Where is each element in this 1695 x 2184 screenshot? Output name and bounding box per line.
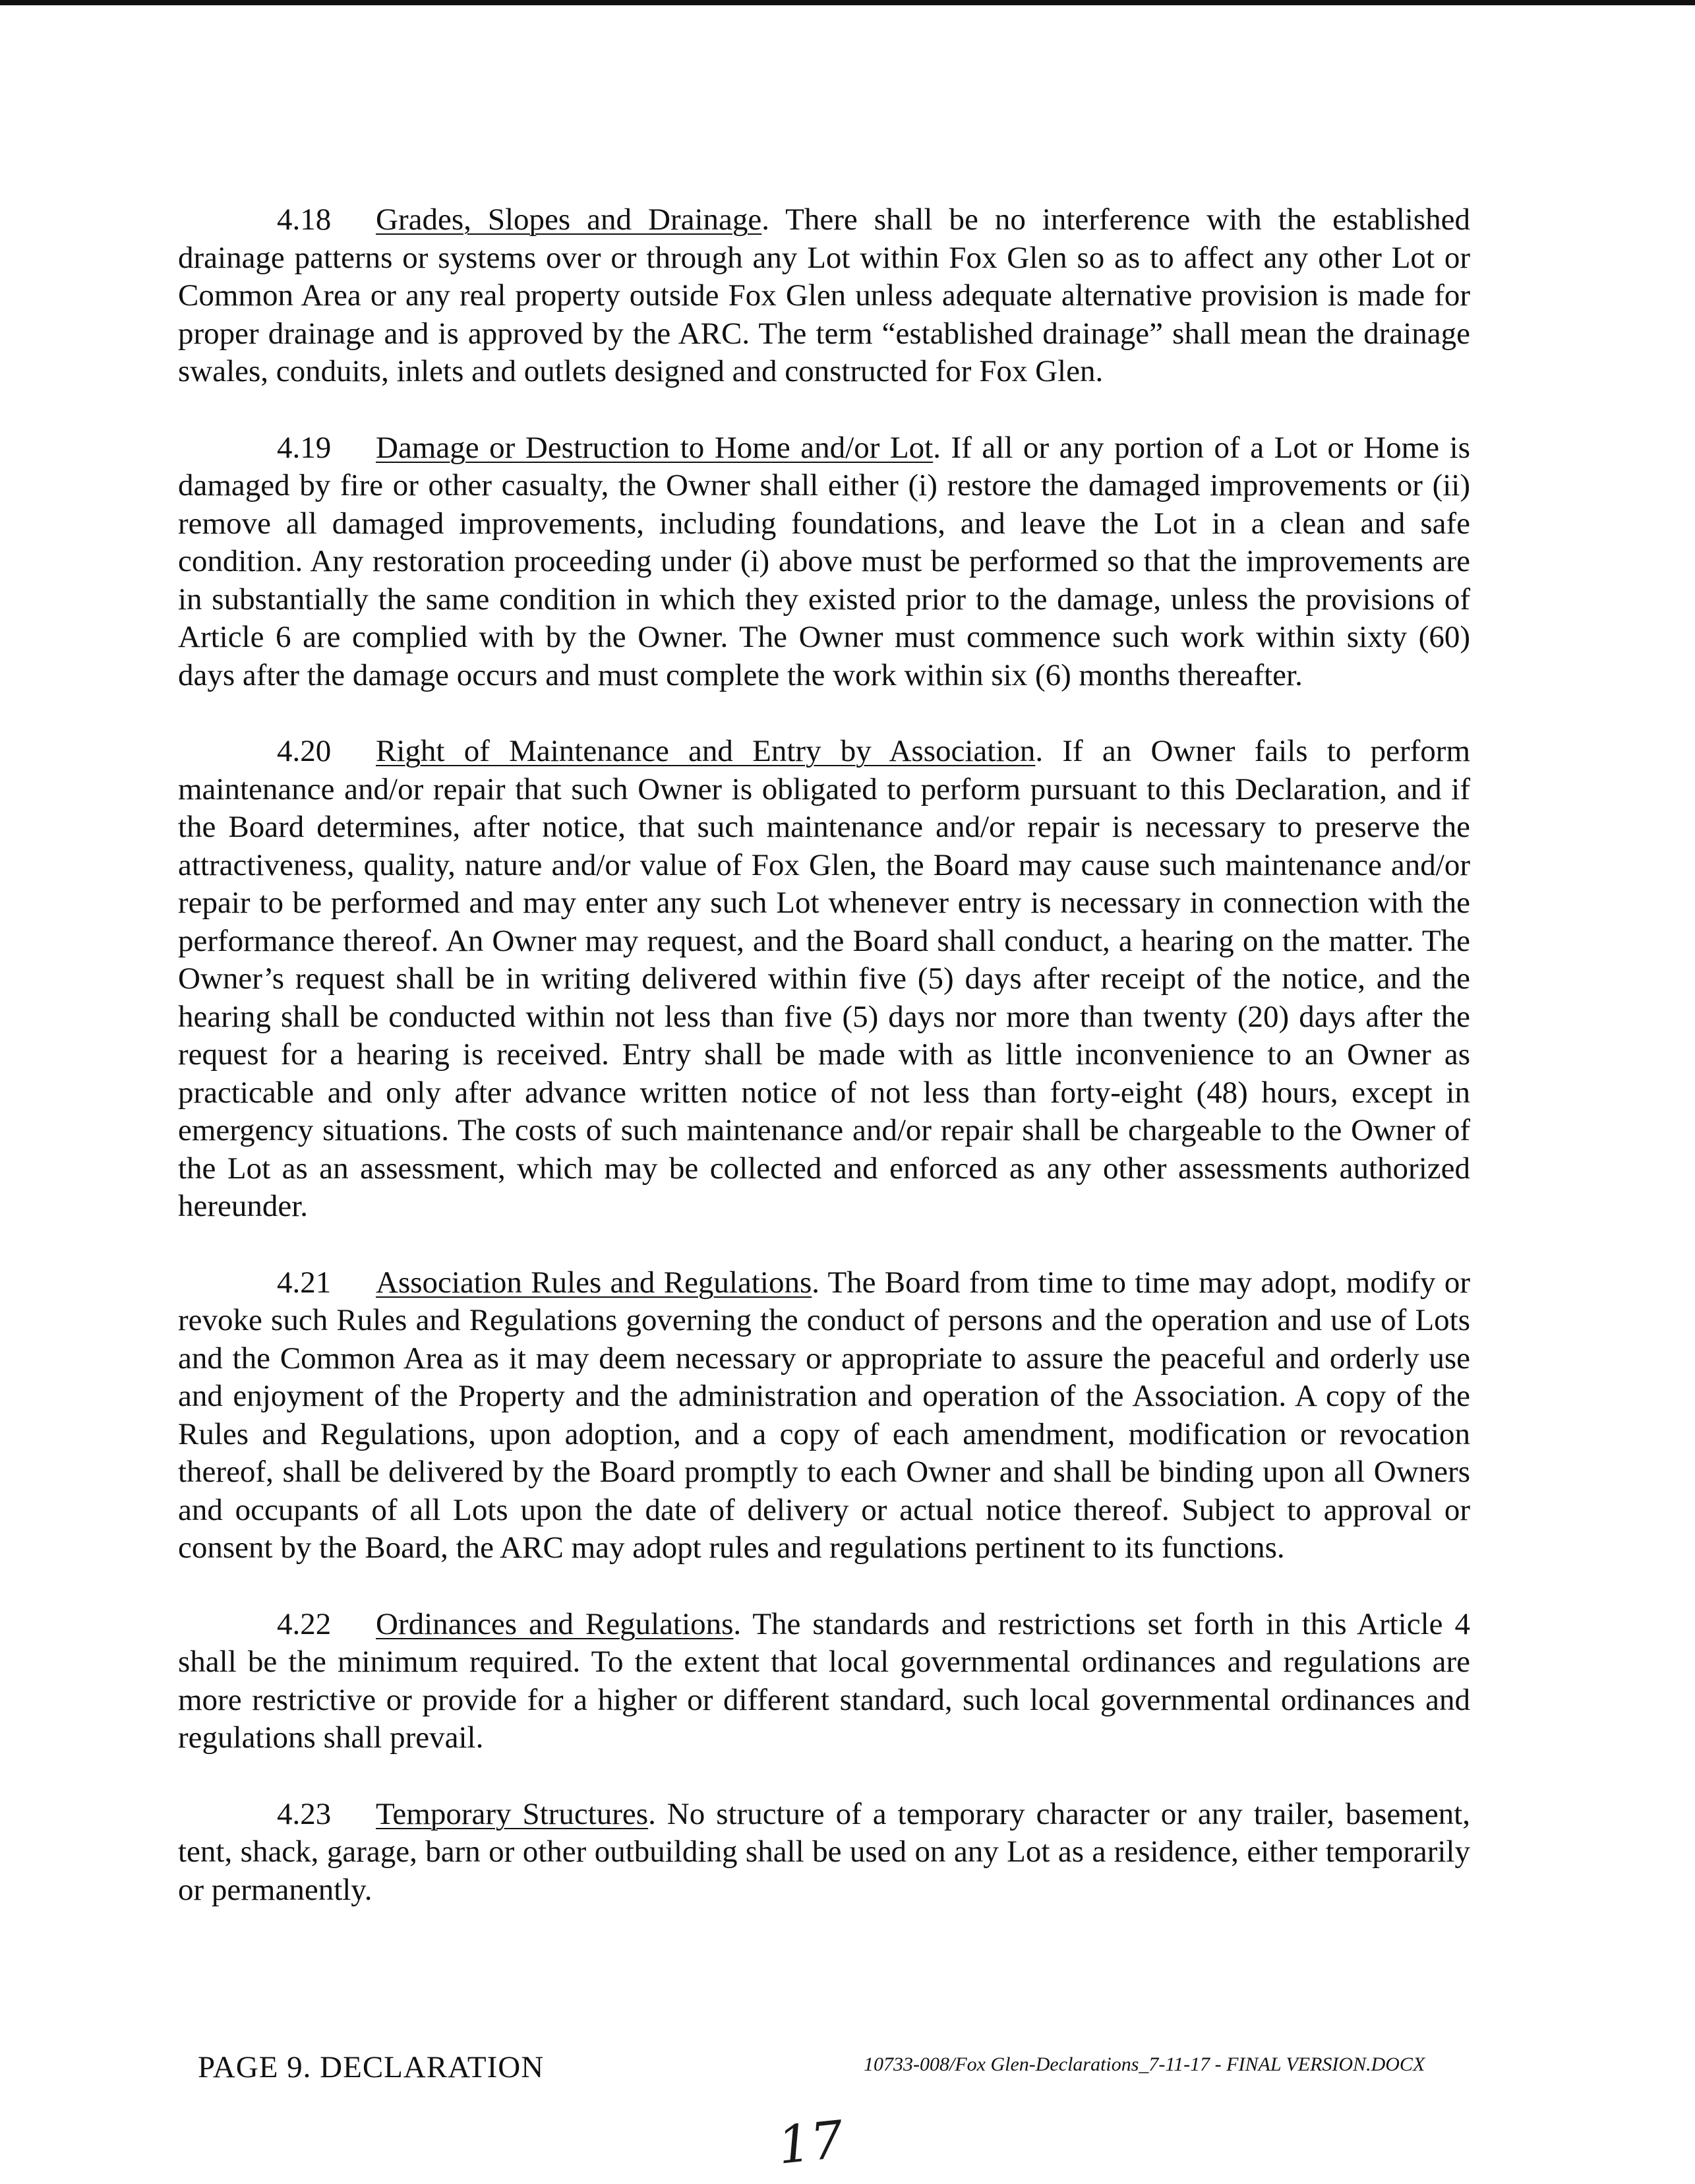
section-heading: Damage or Destruction to Home and/or Lot	[376, 430, 934, 465]
section-heading: Grades, Slopes and Drainage	[376, 202, 762, 237]
footer-page-label: PAGE 9. DECLARATION	[198, 2050, 545, 2084]
section-heading: Association Rules and Regulations	[376, 1265, 812, 1300]
section-number: 4.23	[277, 1796, 332, 1831]
section-body: . If an Owner fails to perform maintenance and/or repair that such Owner is obligated to perform pursuant to this Declaration, and if the Board determines, after notice, that such maintenance and/or repair is necessary to preserve the attractiveness, quality, nature and/or value of Fox Glen, the Board may cause such maintenance and/or repair to be performed and may enter any such Lot whenever entry is necessary in connection with the performance thereof. An Owner may request, and the Board shall conduct, a hearing on the matter. The Owner’s request shall be in writing delivered within five (5) days after receipt of the notice, and the hearing shall be conducted within not less than five (5) days nor more than twenty (20) days after the request for a hearing is received. Entry shall be made with as little inconvenience to an Owner as practicable and only after advance written notice of not less than forty-eight (48) hours, except in emergency situations. The costs of such maintenance and/or repair shall be chargeable to the Owner of the Lot as an assessment, which may be collected and enforced as any other assessments authorized hereunder.	[178, 734, 1470, 1223]
section-4-18	[178, 201, 1470, 391]
section-4-19	[178, 429, 1470, 695]
scan-top-edge	[0, 0, 1695, 5]
section-number: 4.22	[277, 1606, 332, 1641]
section-body: . There shall be no interference with the established drainage patterns or systems over or through any Lot within Fox Glen so as to affect any other Lot or Common Area or any real property outside Fox Glen unless adequate alternative provision is made for proper drainage and is approved by the ARC. The term “established drainage” shall mean the drainage swales, conduits, inlets and outlets designed and constructed for Fox Glen.	[178, 202, 1470, 388]
section-number: 4.20	[277, 734, 332, 768]
section-body: . If all or any portion of a Lot or Home is damaged by fire or other casualty, the Owner shall either (i) restore the damaged improvements or (ii) remove all damaged improvements, including foundations, and leave the Lot in a clean and safe condition. Any restoration proceeding under (i) above must be performed so that the improvements are in substantially the same condition in which they existed prior to the damage, unless the provisions of Article 6 are complied with by the Owner. The Owner must commence such work within sixty (60) days after the damage occurs and must complete the work within six (6) months thereafter.	[178, 430, 1470, 692]
handwritten-page-number: 17	[775, 2110, 847, 2176]
section-number: 4.19	[277, 430, 332, 465]
section-4-21	[178, 1264, 1470, 1567]
section-number: 4.18	[277, 202, 332, 237]
section-body: . The standards and restrictions set forth in this Article 4 shall be the minimum required. To the extent that local governmental ordinances and regulations are more restrictive or provide for a higher or different standard, such local governmental ordinances and regulations shall prevail.	[178, 1606, 1470, 1755]
section-body: . The Board from time to time may adopt, modify or revoke such Rules and Regulations governing the conduct of persons and the operation and use of Lots and the Common Area as it may deem necessary or appropriate to assure the peaceful and orderly use and enjoyment of the Property and the administration and operation of the Association. A copy of the Rules and Regulations, upon adoption, and a copy of each amendment, modification or revocation thereof, shall be delivered by the Board promptly to each Owner and shall be binding upon all Owners and occupants of all Lots upon the date of delivery or actual notice thereof. Subject to approval or consent by the Board, the ARC may adopt rules and regulations pertinent to its functions.	[178, 1265, 1470, 1565]
section-number: 4.21	[277, 1265, 332, 1300]
section-4-22	[178, 1606, 1470, 1757]
section-heading: Temporary Structures	[376, 1796, 649, 1831]
section-4-20	[178, 733, 1470, 1226]
section-4-23	[178, 1796, 1470, 1910]
section-heading: Ordinances and Regulations	[376, 1606, 734, 1641]
footer-file-reference: 10733-008/Fox Glen-Declarations_7-11-17 - FINAL VERSION.DOCX	[864, 2053, 1425, 2075]
section-heading: Right of Maintenance and Entry by Association	[376, 734, 1036, 768]
section-body: . No structure of a temporary character or any trailer, basement, tent, shack, garage, barn or other outbuilding shall be used on any Lot as a residence, either temporarily or permanently.	[178, 1796, 1470, 1907]
document-page	[178, 201, 1470, 1947]
